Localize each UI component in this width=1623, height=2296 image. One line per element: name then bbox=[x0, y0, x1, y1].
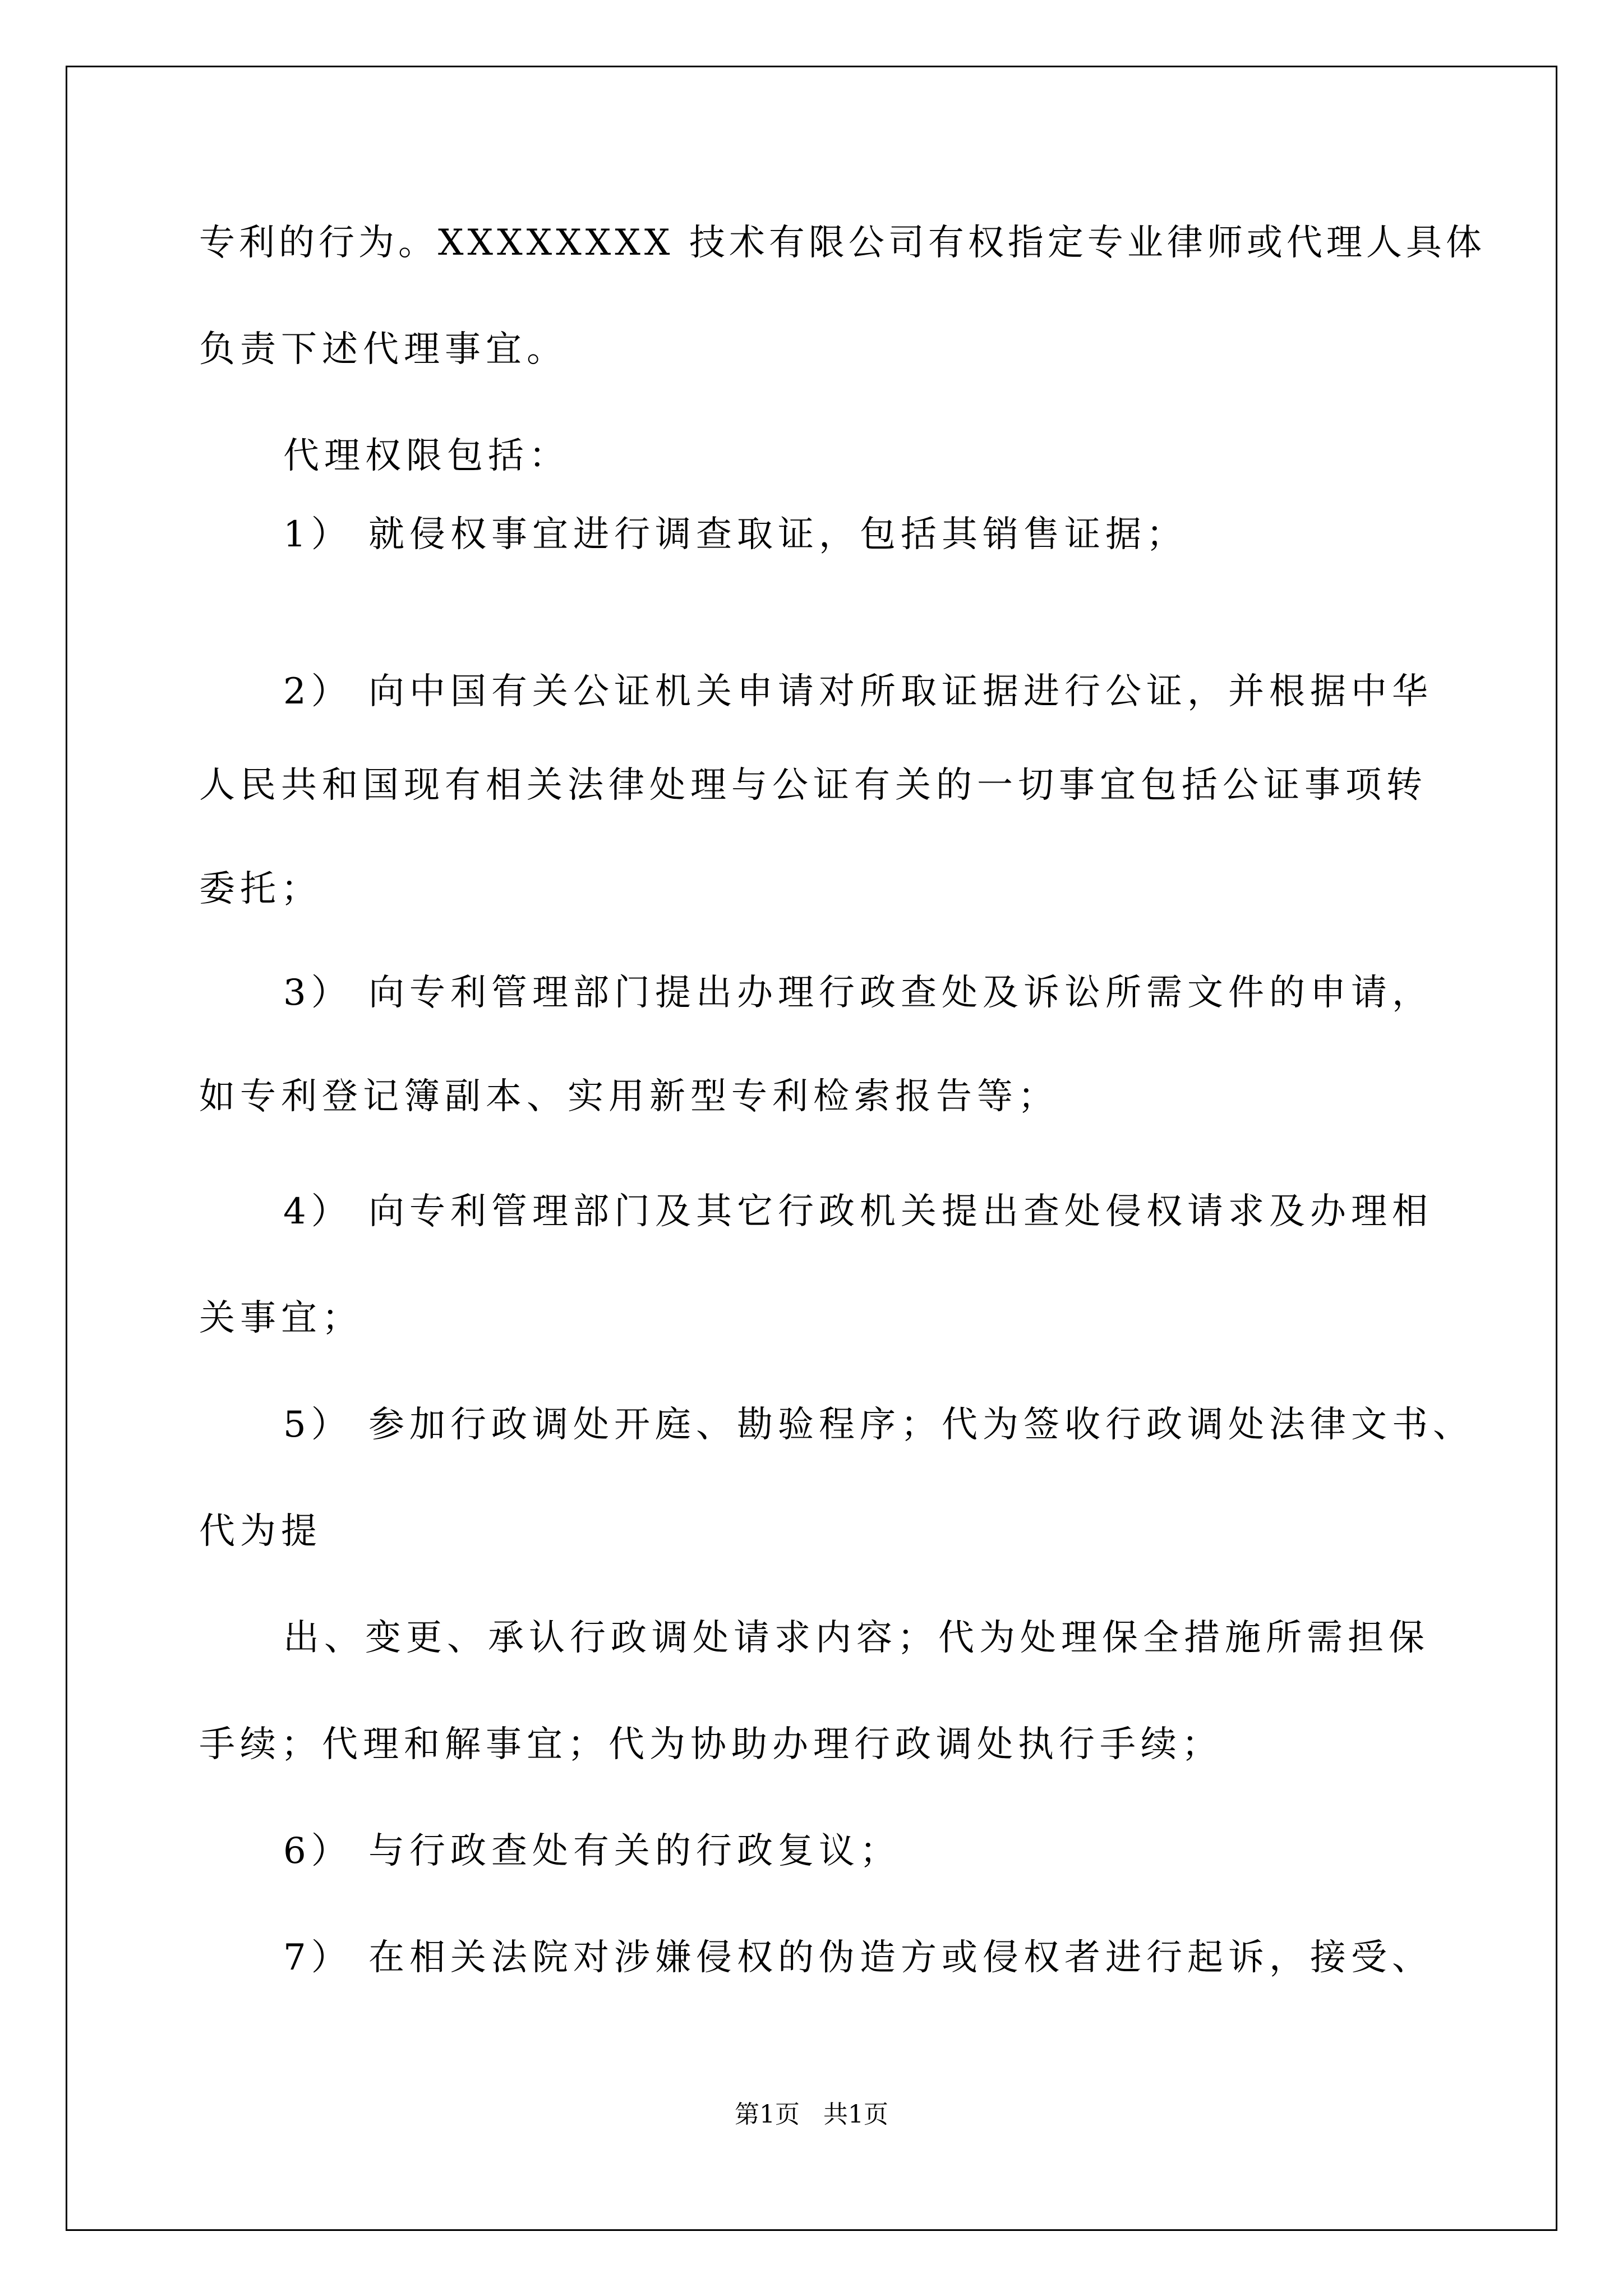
list-item: 5） 参加行政调处开庭、勘验程序；代为签收行政调处法律文书、 bbox=[283, 1404, 1474, 1446]
body-line: 出、变更、承认行政调处请求内容；代为处理保全措施所需担保 bbox=[283, 1617, 1430, 1659]
body-line: 专利的行为。XXXXXXXX 技术有限公司有权指定专业律师或代理人具体 bbox=[199, 222, 1486, 264]
body-line: 人民共和国现有相关法律处理与公证有关的一切事宜包括公证事项转 bbox=[199, 765, 1427, 806]
page-number: 第1页 共1页 bbox=[735, 2100, 888, 2129]
list-item: 1） 就侵权事宜进行调查取证，包括其销售证据； bbox=[283, 514, 1188, 555]
body-line: 关事宜； bbox=[199, 1297, 363, 1339]
list-item: 4） 向专利管理部门及其它行政机关提出查处侵权请求及办理相 bbox=[283, 1191, 1433, 1232]
list-item: 7） 在相关法院对涉嫌侵权的伪造方或侵权者进行起诉，接受、 bbox=[283, 1937, 1433, 1978]
page-border bbox=[66, 66, 1557, 2231]
list-item: 2） 向中国有关公证机关申请对所取证据进行公证，并根据中华 bbox=[283, 671, 1433, 712]
body-line: 如专利登记簿副本、实用新型专利检索报告等； bbox=[199, 1076, 1059, 1117]
list-item: 3） 向专利管理部门提出办理行政查处及诉讼所需文件的申请， bbox=[283, 972, 1433, 1014]
body-line: 负责下述代理事宜。 bbox=[199, 329, 568, 370]
body-line: 委托； bbox=[199, 868, 322, 910]
body-line: 代理权限包括： bbox=[283, 435, 570, 477]
body-line: 手续；代理和解事宜；代为协助办理行政调处执行手续； bbox=[199, 1724, 1223, 1765]
body-line: 代为提 bbox=[199, 1511, 322, 1552]
list-item: 6） 与行政查处有关的行政复议； bbox=[283, 1830, 901, 1872]
